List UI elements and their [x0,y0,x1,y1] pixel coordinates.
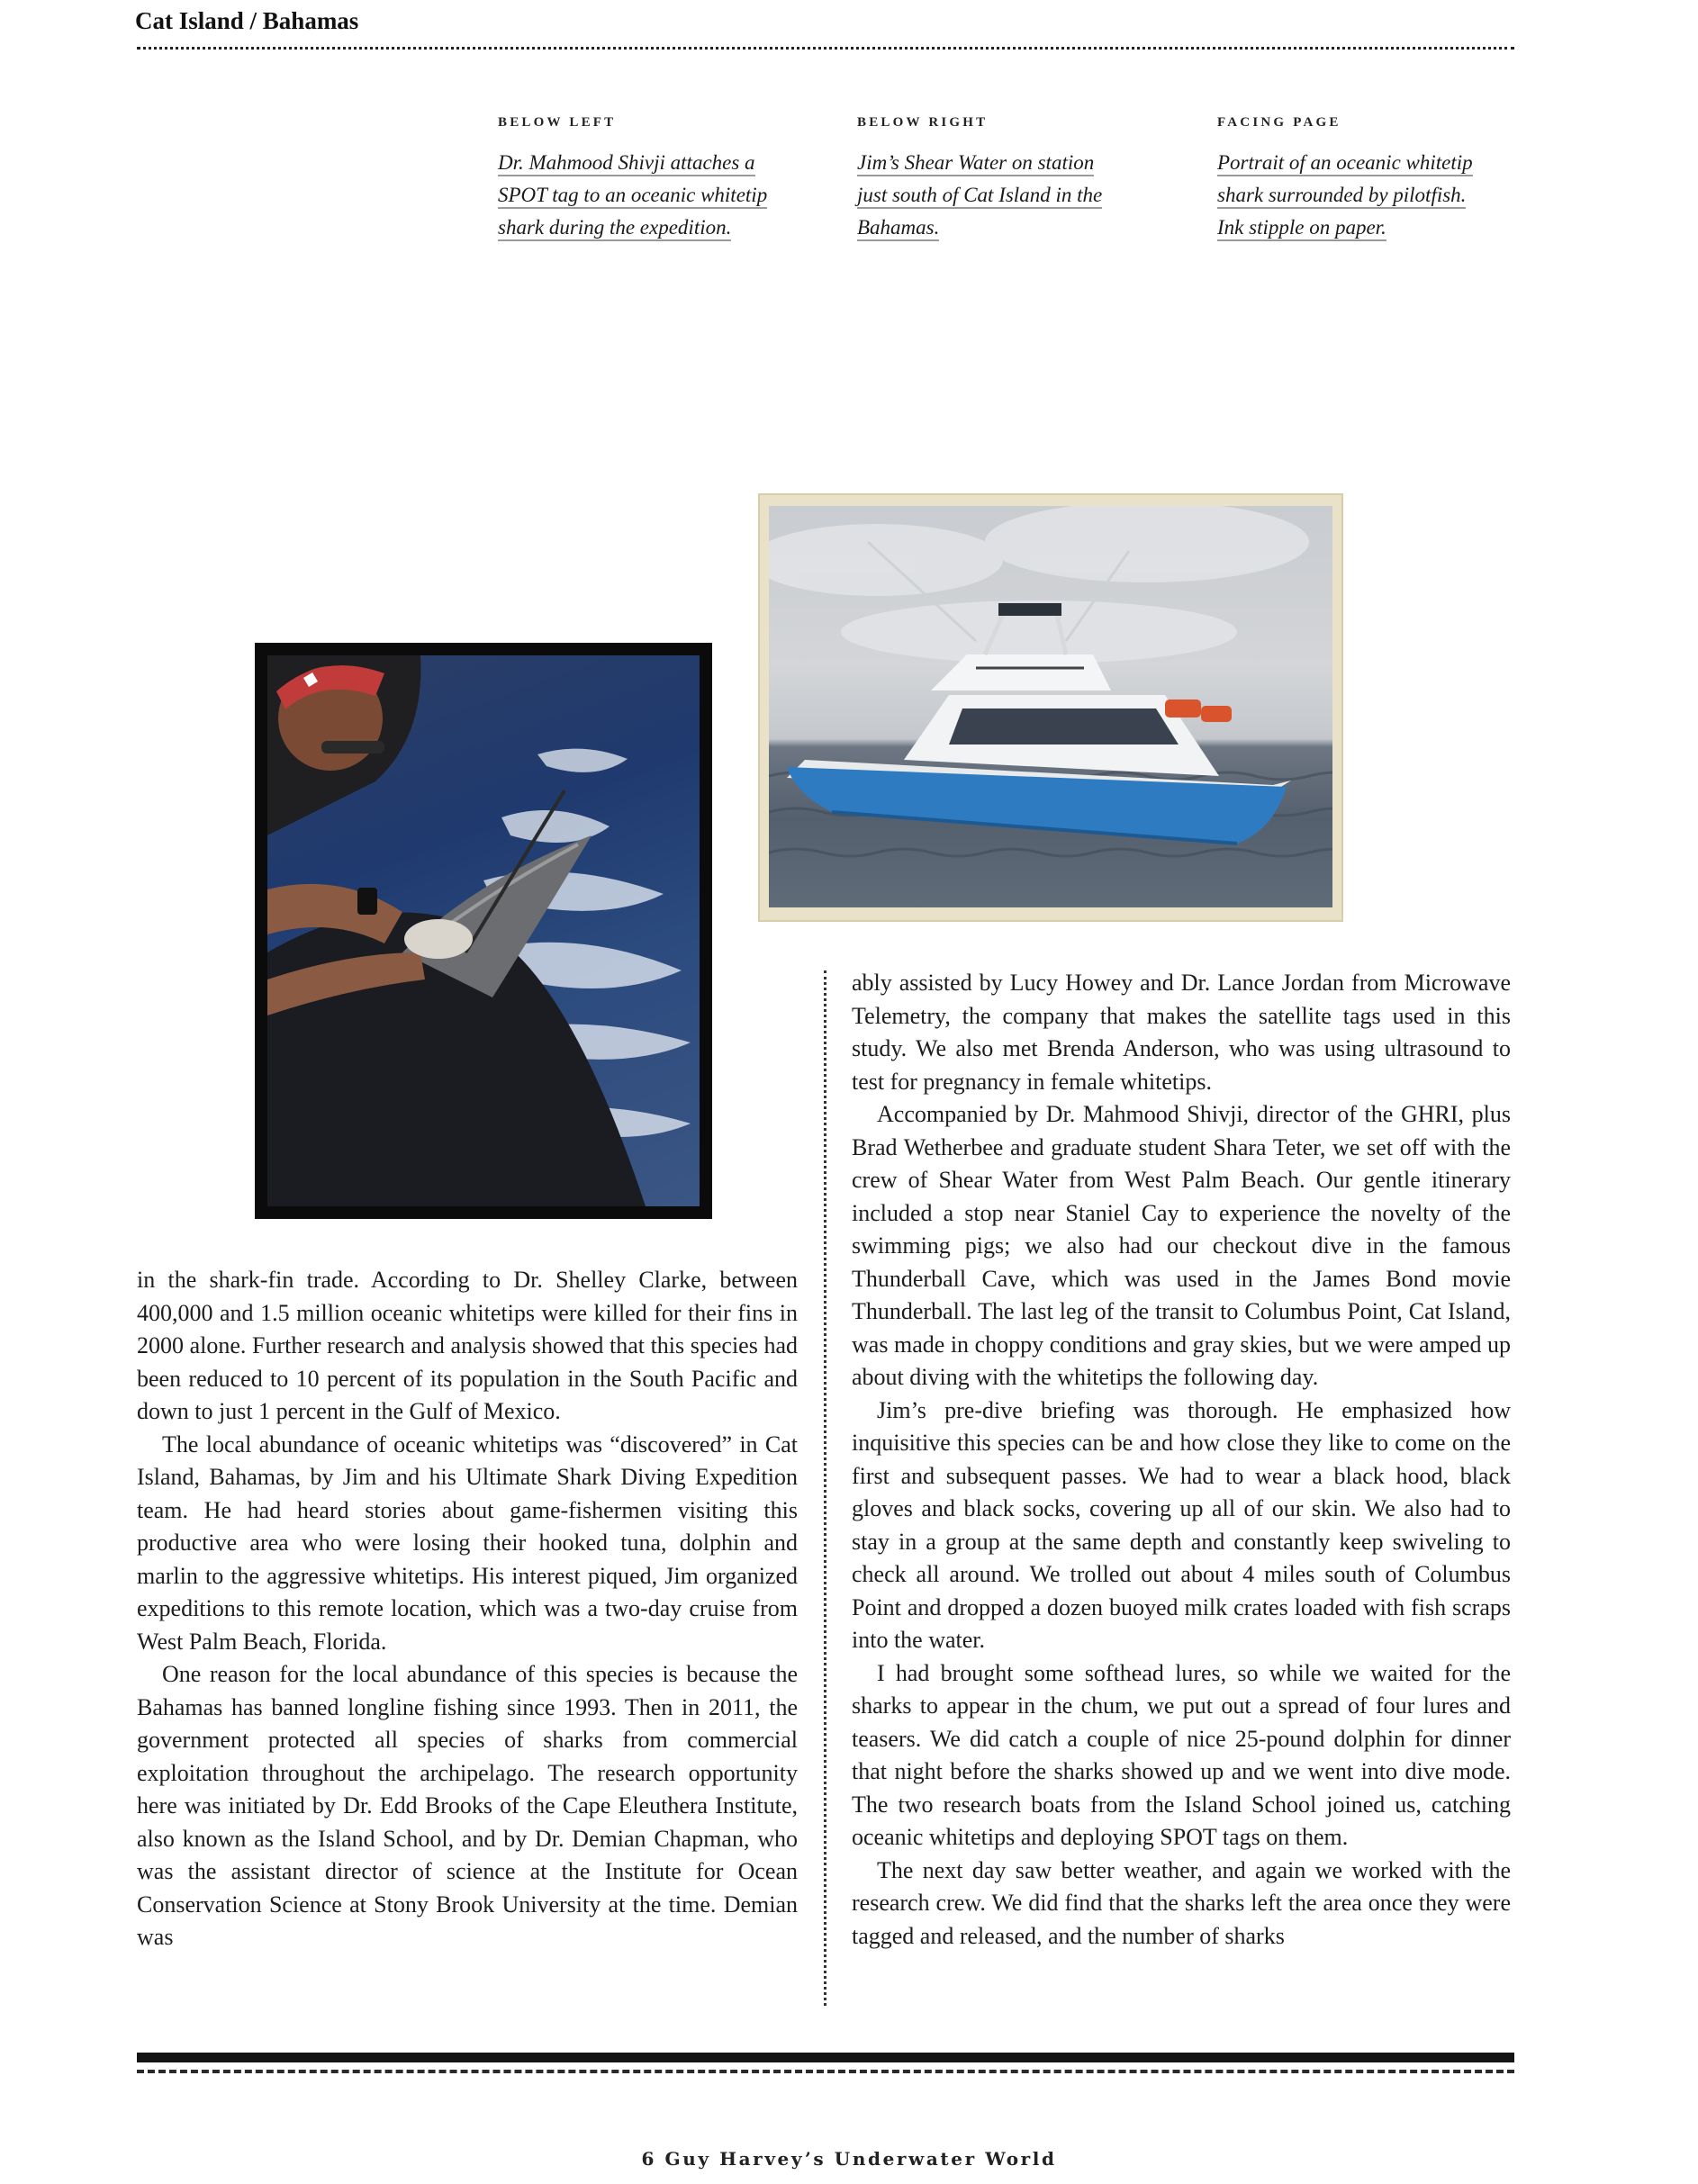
caption-line: shark during the expedition. [498,216,731,241]
column-divider [824,970,826,2006]
body-column-right [852,967,1511,1953]
body-paragraph: One reason for the local abundance of this species is because the Bahamas has banned longline fishing since 1993. Then in 2011, the government protected all species of sharks from commercial exploitation throughout the archipelago. The research opportunity here was initiated by Dr. Edd Brooks of the Cape Eleuthera Institute, also known as the Island School, and by Dr. Demian Chapman, who was the assistant director of science at the Institute for Ocean Conservation Science at Stony Brook University at the time. Demian was [137,1661,798,1950]
caption-line: Jim’s Shear Water on station [857,151,1094,176]
caption-label: BELOW LEFT [498,115,617,130]
photo-scene [267,655,700,1206]
body-paragraph: ably assisted by Lucy Howey and Dr. Lance Jordan from Microwave Telemetry, the company that makes the satellite tags used in this study. We also met Brenda Anderson, who was using ultrasound to test for pregnancy in female whitetips. [852,970,1511,1095]
caption-text [857,147,1159,244]
photo-scene [769,506,1332,907]
body-paragraph: in the shark-fin trade. According to Dr. Shelley Clarke, between 400,000 and 1.5 million oceanic whitetips were killed for their fins in 2000 alone. Further research and analysis showed that this species had been reduced to 10 percent of its population in the South Pacific and down to just 1 percent in the Gulf of Mexico. [137,1267,798,1424]
body-paragraph: Accompanied by Dr. Mahmood Shivji, director of the GHRI, plus Brad Wetherbee and graduate student Shara Teter, we set off with the crew of Shear Water from West Palm Beach. Our gentle itinerary included a stop near Staniel Cay to experience the novelty of the swimming pigs; we also had our checkout dive in the famous Thunderball Cave, which was used in the James Bond movie Thunderball. The last leg of the transit to Columbus Point, Cat Island, was made in choppy conditions and gray skies, but we were amped up about diving with the whitetips the following day. [852,1101,1511,1390]
page-folio: 6 Guy Harvey’s Underwater World [641,2148,1057,2170]
boat-illustration [769,506,1332,907]
body-column-left [137,1264,798,1954]
body-paragraph: I had brought some softhead lures, so while we waited for the sharks to appear in the chum, we put out a spread of four lures and teasers. We did catch a couple of nice 25-pound dolphin for dinner that night before the sharks showed up and we went into dive mode. The two research boats from the Island School joined us, catching oceanic whitetips and deploying SPOT tags on them. [852,1659,1511,1850]
footer-dashed-rule [137,2070,1514,2073]
photo-shear-water-boat [758,493,1343,922]
photo-shark-tagging [255,643,712,1219]
caption-label: FACING PAGE [1217,115,1341,130]
caption-line: Bahamas. [857,216,939,241]
caption-text [498,147,799,244]
body-paragraph: The local abundance of oceanic whitetips was “discovered” in Cat Island, Bahamas, by Jim and his Ultimate Shark Diving Expedition team. He had heard stories about game-fishermen visiting this productive area who were losing their hooked tuna, dolphin and marlin to the aggressive whitetips. His interest piqued, Jim organized expeditions to this remote location, which was a two-day cruise from West Palm Beach, Florida. [137,1430,798,1655]
footer-rule [137,2053,1514,2062]
caption-facing-page [1217,115,1519,244]
section-label: Cat Island / Bahamas [135,7,359,34]
caption-line: shark surrounded by pilotfish. [1217,184,1466,209]
header-divider [137,47,1514,50]
caption-line: just south of Cat Island in the [857,184,1102,209]
body-paragraph: The next day saw better weather, and again we worked with the research crew. We did find that the sharks left the area once they were tagged and released, and the number of sharks [852,1856,1511,1949]
caption-line: Ink stipple on paper. [1217,216,1386,241]
tagging-illustration [267,655,700,1206]
caption-below-left [498,115,799,244]
body-paragraph: Jim’s pre-dive briefing was thorough. He emphasized how inquisitive this species can be and how close they like to come on the first and subsequent passes. We had to wear a black hood, black gloves and black socks, covering up all of our skin. We also had to stay in a group at the same depth and constantly keep swiveling to check all around. We trolled out about 4 miles south of Columbus Point and dropped a dozen buoyed milk crates loaded with fish scraps into the water. [852,1396,1511,1653]
caption-below-right [857,115,1159,244]
caption-text [1217,147,1519,244]
caption-label: BELOW RIGHT [857,115,989,130]
caption-line: Portrait of an oceanic whitetip [1217,151,1473,176]
caption-line: SPOT tag to an oceanic whitetip [498,184,767,209]
caption-line: Dr. Mahmood Shivji attaches a [498,151,755,176]
